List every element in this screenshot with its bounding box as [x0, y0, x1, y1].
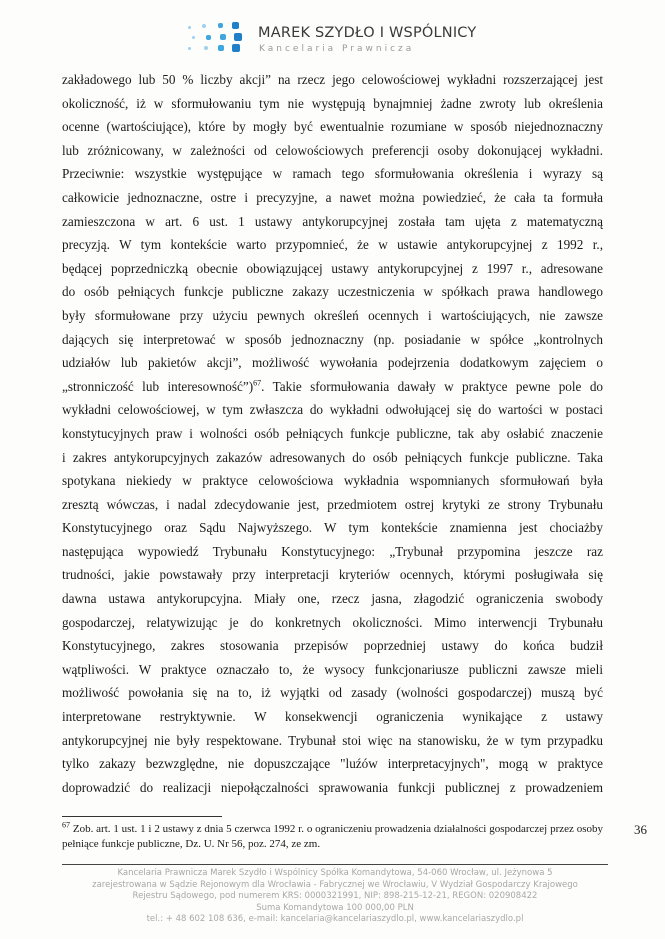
text-line: całkowicie jednoznaczne, ostre i precyzyjne, a nawet można powiedzieć, że cała ta formuła	[62, 189, 603, 205]
text-line: tylko zakazy bezwzględne, nie dopuszczające "luźów interpretacyjnych", mogą w praktyce	[62, 756, 603, 772]
footnote-number: 67	[62, 820, 70, 830]
body-text	[62, 68, 603, 799]
logo-dot	[232, 44, 240, 52]
logo-dot	[206, 35, 211, 40]
text-line: możliwość powołania się na to, iż wyjątki od zasady (wolności gospodarczej) muszą być	[62, 685, 603, 701]
text-segment: . Takie sformułowania dawały w praktyce pewne pole do	[261, 378, 604, 394]
text-line: gospodarczej, relatywizując je do konkretnych okoliczności. Mimo interwencji Trybunału	[62, 614, 603, 630]
text-line: zresztą wówczas, i nadal zdecydowanie jest, przedmiotem ostrej krytyki ze strony Trybunału	[62, 496, 603, 512]
text-line: Konstytucyjnego oraz Sądu Najwyższego. W tym kontekście znamienna jest chociażby	[62, 520, 603, 536]
footnote-reference[interactable]: 67	[253, 378, 262, 388]
logo-dot	[220, 34, 226, 40]
footnote	[62, 822, 603, 852]
page-number: 36	[634, 822, 647, 837]
text-line	[62, 375, 603, 399]
footer-line: Suma Komandytowa 100 000,00 PLN	[256, 902, 414, 913]
logo-dot	[234, 33, 242, 41]
logo-dot	[202, 24, 206, 28]
firm-subtitle: Kancelaria Prawnicza	[259, 44, 415, 54]
text-segment: „stronniczość lub interesowność”)	[62, 378, 254, 394]
text-line: Przeciwnie: wszystkie występujące w ramach tego sformułowania określenia i wyrazy są	[62, 166, 603, 182]
text-line: były sformułowane przy użyciu pewnych określeń ocennych i wartościujących, nie zawsze	[62, 307, 603, 323]
logo-dot	[204, 46, 208, 50]
footnote-text: Zob. art. 1 ust. 1 i 2 ustawy z dnia 5 czerwca 1992 r. o ograniczeniu prowadzenia działalności gospodarczej przez osoby pełniące funkcje publiczne, Dz. U. Nr 56, poz. 274, ze zm.	[62, 823, 603, 850]
text-line: wątpliwości. W praktyce oznaczało to, że wysocy funkcjonariusze publiczni zawsze mieli	[62, 661, 603, 677]
footnote-divider	[62, 816, 222, 817]
text-line: udziałów lub pakietów akcji”, możliwość wywołania podejrzenia dodatkowym zajęciem o	[62, 355, 603, 371]
text-line: interpretowane restryktywnie. W konsekwencji ograniczenia wynikające z ustawy	[62, 709, 603, 725]
firm-name: MAREK SZYDŁO I WSPÓLNICY	[258, 25, 477, 41]
text-line: wykładni celowościowej, w tym zwłaszcza do wykładni odwołującej się do wartości w postaci	[62, 402, 603, 418]
footer-line: Rejestru Sądowego, pod numerem KRS: 0000321991, NIP: 898-215-12-21, REGON: 020908422	[132, 891, 538, 901]
logo-dot	[192, 36, 195, 39]
footer-line: Kancelaria Prawnicza Marek Szydło i Wspólnicy Spółka Komandytowa, 54-060 Wrocław, ul. Jeżynowa 5	[117, 868, 553, 878]
footer-line: zarejestrowana w Sądzie Rejonowym dla Wrocławia - Fabrycznej we Wrocławiu, V Wydział Gospodarczy Krajowego	[92, 879, 578, 890]
text-line: zamieszczona w art. 6 ust. 1 ustawy antykorupcyjnej została tam ujęta z matematyczną	[62, 213, 603, 229]
footer-divider	[62, 864, 608, 865]
text-line: lub zróżnicowany, w zależności od celowościowych preferencji osoby dokonującej wykładni.	[62, 142, 603, 158]
text-line: dawna ustawa antykorupcyjna. Miały one, rzecz jasna, złagodzić ograniczenia swobody	[62, 591, 603, 607]
firm-logo	[188, 22, 246, 54]
text-line: i zakres antykorupcyjnych zakazów adresowanych do osób pełniących funkcje publiczne. Taka	[62, 449, 603, 465]
text-line: dających się interpretować w sposób jednoznaczny (np. posiadanie w spółce „kontrolnych	[62, 331, 603, 347]
logo-dot	[218, 45, 224, 51]
text-line: okoliczność, iż w sformułowaniu tym nie występują bynajmniej żadne zwroty lub określenia	[62, 95, 603, 111]
text-line: Konstytucyjnego, zakres stosowania przepisów poprzedniej ustawy do końca budził	[62, 638, 603, 654]
logo-dot	[188, 47, 191, 50]
text-line: zakładowego lub 50 % liczby akcji” na rzecz jego celowościowej wykładni rozszerzającej jest	[62, 72, 603, 87]
text-line: konstytucyjnych praw i wolności osób pełniących funkcje publiczne, tak aby osłabić znaczenie	[62, 425, 603, 441]
text-line: antykorupcyjnej nie były respektowane. Trybunał stoi więc na stanowisku, że w tym przypadku	[62, 732, 603, 748]
logo-dot	[232, 22, 239, 29]
text-line: doprowadzić do realizacji niepołączalności sprawowania funkcji publicznej z prowadzeniem	[62, 779, 603, 795]
text-line: ocenne (wartościujące), które by mogły być ewentualnie rozumiane w sposób niejednoznaczny	[62, 119, 603, 135]
text-line: trudności, jakie powstawały przy interpretacji kryteriów ocennych, którymi posługiwała się	[62, 567, 603, 583]
text-line: będącej poprzedniczką obecnie obowiązującej ustawy antykorupcyjnej z 1997 r., adresowane	[62, 260, 603, 276]
logo-dot	[218, 23, 223, 28]
text-line: do osób pełniących funkcje publiczne zakazy uczestniczenia w spółkach prawa handlowego	[62, 284, 603, 300]
logo-dot	[188, 26, 191, 29]
text-line: precyzją. W tym kontekście warto przypomnieć, że w ustawie antykorupcyjnej z 1992 r.,	[62, 237, 603, 253]
text-line: spotykana niekiedy w praktyce celowościowa wykładnia wspomnianych sformułowań była	[62, 473, 603, 489]
text-line: następująca wypowiedź Trybunału Konstytucyjnego: „Trybunał przypomina jeszcze raz	[62, 543, 603, 559]
footer-line: tel.: + 48 602 108 636, e-mail: kancelaria@kancelariaszydlo.pl, www.kancelariaszydlo.pl	[146, 914, 524, 924]
footer	[40, 868, 630, 926]
